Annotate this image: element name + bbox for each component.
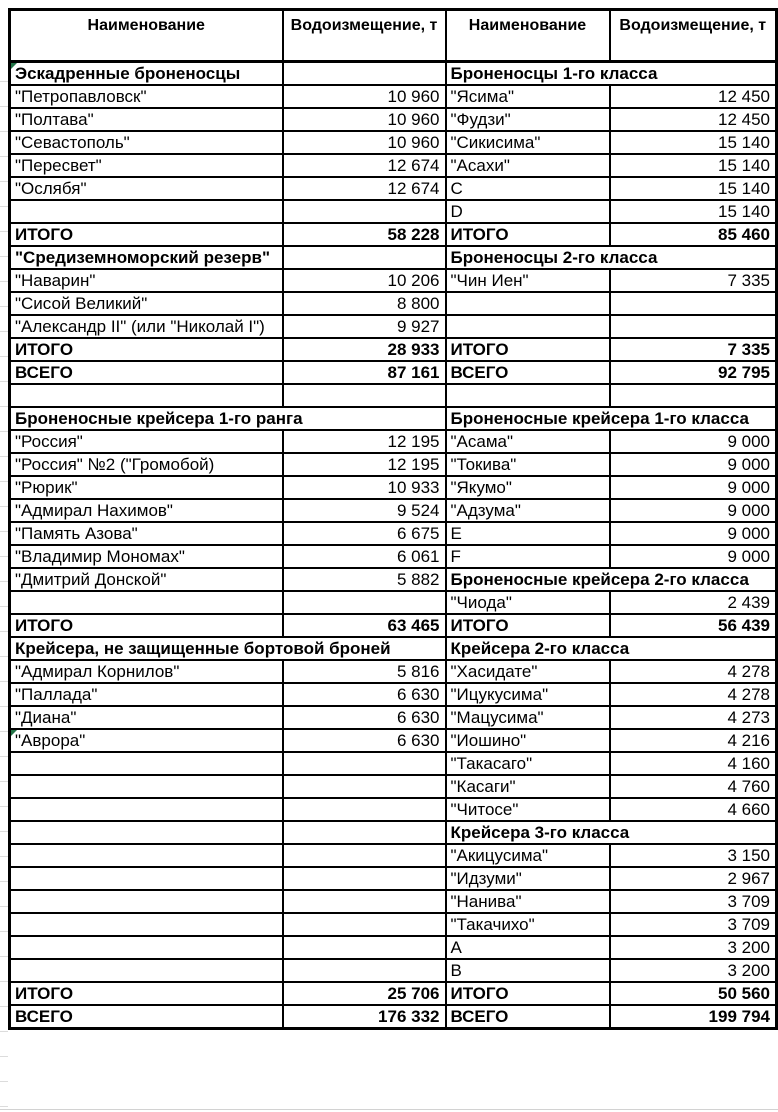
empty-name-cell[interactable] (10, 798, 283, 821)
grand-total-label-cell[interactable]: ВСЕГО (10, 361, 283, 384)
total-value-cell[interactable]: 7 335 (610, 338, 777, 361)
section-header-cell[interactable]: Броненосные крейсера 2-го класса (446, 568, 777, 591)
empty-name-cell[interactable] (10, 821, 283, 844)
displacement-cell[interactable]: 9 000 (610, 430, 777, 453)
displacement-cell[interactable]: 4 278 (610, 660, 777, 683)
table-row (10, 614, 777, 637)
section-header-cell[interactable]: Эскадренные броненосцы (10, 62, 283, 86)
displacement-cell[interactable]: 15 140 (610, 154, 777, 177)
ship-name-cell[interactable]: "Идзуми" (446, 867, 610, 890)
worksheet-gridline-bottom (0, 1109, 778, 1110)
section-header-cell[interactable]: Броненосные крейсера 1-го класса (446, 407, 777, 430)
ship-name-cell[interactable]: "Фудзи" (446, 108, 610, 131)
ship-name-cell[interactable]: "Ицукусима" (446, 683, 610, 706)
total-label-cell[interactable]: ИТОГО (10, 338, 283, 361)
empty-value-cell[interactable] (283, 844, 446, 867)
displacement-cell[interactable]: 4 273 (610, 706, 777, 729)
table-row (10, 660, 777, 683)
ship-name-cell[interactable]: "Адзума" (446, 499, 610, 522)
ship-name-cell[interactable]: "Сикисима" (446, 131, 610, 154)
ship-name-cell[interactable]: "Асахи" (446, 154, 610, 177)
ship-name-cell[interactable]: "Полтава" (10, 108, 283, 131)
displacement-cell[interactable]: 5 816 (283, 660, 446, 683)
table-row (10, 752, 777, 775)
table-row (10, 683, 777, 706)
displacement-cell[interactable]: 4 760 (610, 775, 777, 798)
empty-name-cell[interactable] (10, 844, 283, 867)
displacement-cell[interactable]: 10 933 (283, 476, 446, 499)
empty-value-cell[interactable] (283, 890, 446, 913)
ship-name-cell[interactable]: "Александр II" (или "Николай I") (10, 315, 283, 338)
ship-name-cell[interactable]: "Диана" (10, 706, 283, 729)
displacement-cell[interactable]: 6 630 (283, 729, 446, 752)
total-label-cell[interactable]: ИТОГО (10, 223, 283, 246)
displacement-cell[interactable]: 12 195 (283, 430, 446, 453)
displacement-cell[interactable]: 6 630 (283, 683, 446, 706)
table-row (10, 246, 777, 269)
table-row (10, 177, 777, 200)
table-row (10, 338, 777, 361)
ship-name-cell[interactable]: "Асама" (446, 430, 610, 453)
total-label-cell[interactable]: ИТОГО (446, 223, 610, 246)
displacement-cell[interactable]: 10 960 (283, 108, 446, 131)
total-label-cell[interactable]: ИТОГО (446, 338, 610, 361)
table-row (10, 706, 777, 729)
empty-name-cell[interactable] (10, 752, 283, 775)
section-header-cell[interactable]: Броненосцы 1-го класса (446, 62, 777, 86)
table-row (10, 936, 777, 959)
empty-value-cell[interactable] (283, 752, 446, 775)
section-header-cell[interactable]: "Средиземноморский резерв" (10, 246, 283, 269)
table-row (10, 476, 777, 499)
displacement-cell[interactable]: 6 675 (283, 522, 446, 545)
displacement-cell[interactable]: 2 967 (610, 867, 777, 890)
ship-name-cell[interactable]: "Аврора" (10, 729, 283, 752)
total-value-cell[interactable]: 85 460 (610, 223, 777, 246)
empty-value-cell[interactable] (283, 200, 446, 223)
ship-name-cell[interactable]: "Такасаго" (446, 752, 610, 775)
table-row (10, 982, 777, 1005)
displacement-cell[interactable]: 5 882 (283, 568, 446, 591)
ship-name-cell[interactable]: "Токива" (446, 453, 610, 476)
ship-name-cell[interactable]: "Пересвет" (10, 154, 283, 177)
section-header-cell[interactable]: Крейсера 3-го класса (446, 821, 777, 844)
displacement-cell[interactable]: 3 150 (610, 844, 777, 867)
empty-name-cell[interactable] (10, 384, 283, 407)
empty-value-cell[interactable] (610, 315, 777, 338)
table-row (10, 384, 777, 407)
empty-name-cell[interactable] (10, 936, 283, 959)
displacement-cell[interactable]: 12 674 (283, 154, 446, 177)
empty-value-cell[interactable] (610, 292, 777, 315)
section-header-cell[interactable]: Броненосцы 2-го класса (446, 246, 777, 269)
empty-value-cell[interactable] (283, 959, 446, 982)
displacement-cell[interactable]: 6 061 (283, 545, 446, 568)
empty-name-cell[interactable] (10, 200, 283, 223)
table-row (10, 154, 777, 177)
ship-name-cell[interactable]: "Мацусима" (446, 706, 610, 729)
ship-name-cell[interactable]: "Чиода" (446, 591, 610, 614)
column-header-name-left[interactable]: Наименование (10, 10, 283, 62)
table-row (10, 1005, 777, 1029)
displacement-cell[interactable]: 15 140 (610, 131, 777, 154)
displacement-cell[interactable]: 3 709 (610, 913, 777, 936)
ship-name-cell[interactable]: "Севастополь" (10, 131, 283, 154)
header-row (10, 10, 777, 62)
displacement-cell[interactable]: 3 709 (610, 890, 777, 913)
displacement-cell[interactable]: 9 524 (283, 499, 446, 522)
displacement-cell[interactable]: 10 960 (283, 131, 446, 154)
ship-name-cell[interactable]: E (446, 522, 610, 545)
ship-name-cell[interactable]: "Россия" №2 ("Громобой) (10, 453, 283, 476)
empty-name-cell[interactable] (10, 890, 283, 913)
column-header-displacement-left[interactable]: Водоизмещение, т (283, 10, 446, 62)
table-row (10, 844, 777, 867)
section-header-cell[interactable]: Броненосные крейсера 1-го ранга (10, 407, 446, 430)
ship-name-cell[interactable]: "Акицусима" (446, 844, 610, 867)
empty-name-cell[interactable] (10, 775, 283, 798)
total-label-cell[interactable]: ИТОГО (10, 982, 283, 1005)
table-row (10, 729, 777, 752)
ship-name-cell[interactable]: "Хасидате" (446, 660, 610, 683)
section-header-cell[interactable]: Крейсера, не защищенные бортовой броней (10, 637, 446, 660)
table-row (10, 913, 777, 936)
ship-name-cell[interactable]: "Память Азова" (10, 522, 283, 545)
displacement-cell[interactable]: 4 660 (610, 798, 777, 821)
cell-error-indicator-icon (11, 730, 17, 736)
empty-value-cell[interactable] (610, 384, 777, 407)
displacement-cell[interactable]: 9 000 (610, 522, 777, 545)
total-value-cell[interactable]: 63 465 (283, 614, 446, 637)
fleet-comparison-table (8, 8, 778, 1030)
grand-total-value-cell[interactable]: 87 161 (283, 361, 446, 384)
ship-name-cell[interactable]: "Владимир Мономах" (10, 545, 283, 568)
column-header-displacement-right[interactable]: Водоизмещение, т (610, 10, 777, 62)
table-row (10, 361, 777, 384)
ship-name-cell[interactable]: "Ослябя" (10, 177, 283, 200)
total-value-cell[interactable]: 28 933 (283, 338, 446, 361)
grand-total-value-cell[interactable]: 176 332 (283, 1005, 446, 1029)
ship-name-cell[interactable]: "Адмирал Корнилов" (10, 660, 283, 683)
ship-name-cell[interactable]: C (446, 177, 610, 200)
table-row (10, 821, 777, 844)
column-header-name-right[interactable]: Наименование (446, 10, 610, 62)
table-row (10, 890, 777, 913)
displacement-cell[interactable]: 15 140 (610, 177, 777, 200)
displacement-cell[interactable]: 12 195 (283, 453, 446, 476)
table-row (10, 453, 777, 476)
table-row (10, 522, 777, 545)
total-value-cell[interactable]: 56 439 (610, 614, 777, 637)
displacement-cell[interactable]: 7 335 (610, 269, 777, 292)
table-row (10, 591, 777, 614)
table-row (10, 62, 777, 86)
grand-total-label-cell[interactable]: ВСЕГО (446, 361, 610, 384)
empty-value-cell[interactable] (283, 246, 446, 269)
ship-name-cell[interactable]: "Якумо" (446, 476, 610, 499)
ship-name-cell[interactable]: "Такачихо" (446, 913, 610, 936)
displacement-cell[interactable]: 8 800 (283, 292, 446, 315)
empty-name-cell[interactable] (10, 867, 283, 890)
ship-name-cell[interactable]: "Петропавловск" (10, 85, 283, 108)
grand-total-label-cell[interactable]: ВСЕГО (10, 1005, 283, 1029)
table-row (10, 499, 777, 522)
ship-name-cell[interactable]: "Наварин" (10, 269, 283, 292)
displacement-cell[interactable]: 10 206 (283, 269, 446, 292)
grand-total-value-cell[interactable]: 199 794 (610, 1005, 777, 1029)
ship-name-cell[interactable]: "Нанива" (446, 890, 610, 913)
total-value-cell[interactable]: 25 706 (283, 982, 446, 1005)
empty-name-cell[interactable] (446, 384, 610, 407)
displacement-cell[interactable]: 12 450 (610, 108, 777, 131)
ship-name-cell[interactable]: "Касаги" (446, 775, 610, 798)
total-label-cell[interactable]: ИТОГО (446, 982, 610, 1005)
displacement-cell[interactable]: 2 439 (610, 591, 777, 614)
total-value-cell[interactable]: 50 560 (610, 982, 777, 1005)
empty-name-cell[interactable] (10, 959, 283, 982)
table-row (10, 292, 777, 315)
displacement-cell[interactable]: 9 000 (610, 453, 777, 476)
displacement-cell[interactable]: 4 160 (610, 752, 777, 775)
table-row (10, 108, 777, 131)
ship-name-cell[interactable]: B (446, 959, 610, 982)
ship-name-cell[interactable]: F (446, 545, 610, 568)
empty-name-cell[interactable] (446, 315, 610, 338)
empty-value-cell[interactable] (283, 591, 446, 614)
empty-value-cell[interactable] (283, 936, 446, 959)
displacement-cell[interactable]: 3 200 (610, 936, 777, 959)
empty-value-cell[interactable] (283, 775, 446, 798)
displacement-cell[interactable]: 9 927 (283, 315, 446, 338)
ship-name-cell[interactable]: "Рюрик" (10, 476, 283, 499)
displacement-cell[interactable]: 12 450 (610, 85, 777, 108)
ship-name-cell[interactable]: "Россия" (10, 430, 283, 453)
table-row (10, 959, 777, 982)
displacement-cell[interactable]: 4 278 (610, 683, 777, 706)
table-row (10, 637, 777, 660)
displacement-cell[interactable]: 10 960 (283, 85, 446, 108)
total-label-cell[interactable]: ИТОГО (446, 614, 610, 637)
grand-total-value-cell[interactable]: 92 795 (610, 361, 777, 384)
table-row (10, 430, 777, 453)
ship-name-cell[interactable]: "Ясима" (446, 85, 610, 108)
empty-value-cell[interactable] (283, 798, 446, 821)
table-row (10, 798, 777, 821)
table-row (10, 269, 777, 292)
table-row (10, 775, 777, 798)
table-row (10, 407, 777, 430)
displacement-cell[interactable]: 3 200 (610, 959, 777, 982)
total-label-cell[interactable]: ИТОГО (10, 614, 283, 637)
displacement-cell[interactable]: 12 674 (283, 177, 446, 200)
displacement-cell[interactable]: 15 140 (610, 200, 777, 223)
worksheet-gridlines-left (0, 57, 8, 1107)
table-row (10, 545, 777, 568)
displacement-cell[interactable]: 4 216 (610, 729, 777, 752)
displacement-cell[interactable]: 6 630 (283, 706, 446, 729)
displacement-cell[interactable]: 9 000 (610, 476, 777, 499)
empty-name-cell[interactable] (10, 913, 283, 936)
table-row (10, 867, 777, 890)
empty-value-cell[interactable] (283, 913, 446, 936)
ship-name-cell[interactable]: D (446, 200, 610, 223)
table-row (10, 315, 777, 338)
ship-name-cell[interactable]: "Сисой Великий" (10, 292, 283, 315)
table-row (10, 223, 777, 246)
table-row (10, 85, 777, 108)
ship-name-cell[interactable]: "Дмитрий Донской" (10, 568, 283, 591)
ship-name-cell[interactable]: "Чин Иен" (446, 269, 610, 292)
empty-value-cell[interactable] (283, 867, 446, 890)
displacement-cell[interactable]: 9 000 (610, 545, 777, 568)
section-header-cell[interactable]: Крейсера 2-го класса (446, 637, 777, 660)
table-row (10, 131, 777, 154)
ship-name-cell[interactable]: "Иошино" (446, 729, 610, 752)
empty-value-cell[interactable] (283, 62, 446, 86)
ship-name-cell[interactable]: A (446, 936, 610, 959)
table-row (10, 200, 777, 223)
cell-error-indicator-icon (11, 63, 17, 69)
ship-name-cell[interactable]: "Адмирал Нахимов" (10, 499, 283, 522)
empty-name-cell[interactable] (10, 591, 283, 614)
table-row (10, 568, 777, 591)
grand-total-label-cell[interactable]: ВСЕГО (446, 1005, 610, 1029)
empty-name-cell[interactable] (446, 292, 610, 315)
empty-value-cell[interactable] (283, 821, 446, 844)
displacement-cell[interactable]: 9 000 (610, 499, 777, 522)
ship-name-cell[interactable]: "Читосе" (446, 798, 610, 821)
total-value-cell[interactable]: 58 228 (283, 223, 446, 246)
empty-value-cell[interactable] (283, 384, 446, 407)
ship-name-cell[interactable]: "Паллада" (10, 683, 283, 706)
